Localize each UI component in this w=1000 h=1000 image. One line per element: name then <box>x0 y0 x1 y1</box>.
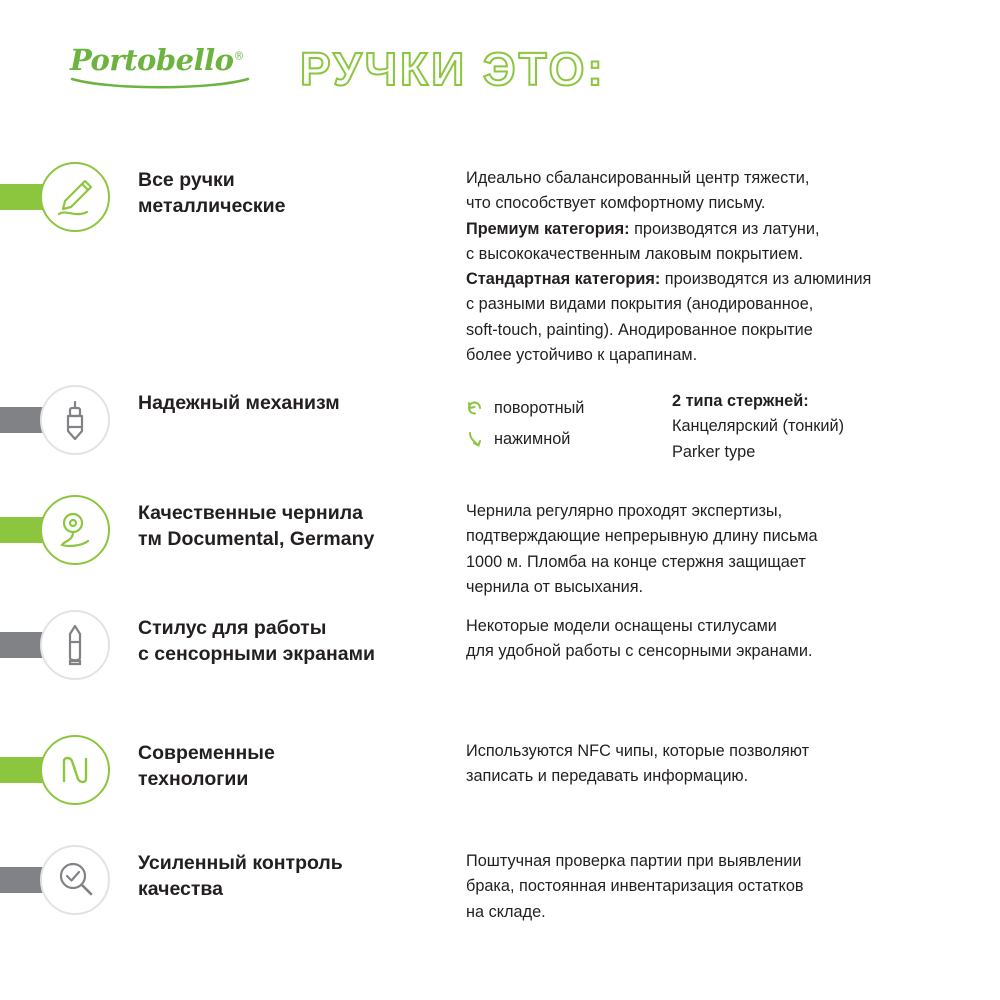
logo-swoosh-icon <box>70 77 250 91</box>
nfc-icon <box>40 735 110 805</box>
row-title: Качественные чернила тм Documental, Germany <box>138 502 375 550</box>
pen-writing-icon <box>40 162 110 232</box>
refill-type-item: Канцелярский (тонкий) <box>672 417 845 436</box>
poster-header <box>70 38 930 108</box>
mechanism-types-list <box>466 393 656 455</box>
row-title: Усиленный контроль качества <box>138 852 343 900</box>
logo-registered-mark: ® <box>233 49 244 63</box>
portobello-logo <box>70 43 260 96</box>
rotate-icon <box>466 399 484 417</box>
magnifier-check-icon <box>40 845 110 915</box>
logo-wordmark-text: Portobello <box>70 43 234 77</box>
row-body-text: Поштучная проверка партии при выявлении брака, постоянная инвентаризация остатков на складе. <box>466 852 804 921</box>
refill-type-item: Parker type <box>672 442 756 461</box>
mechanism-twist-item <box>466 393 656 424</box>
row-body-text: Чернила регулярно проходят экспертизы, подтверждающие непрерывную длину письма 1000 м. Пломба на конце стержня защищает чернила от высыхания. <box>466 502 818 596</box>
mechanism-click-item <box>466 424 656 455</box>
logo-wordmark <box>70 43 260 77</box>
mechanism-type-label: нажимной <box>494 429 571 448</box>
row-title: Современные технологии <box>138 742 275 790</box>
refill-types-title: 2 типа стержней: <box>672 392 809 410</box>
row-body-text: Идеально сбалансированный центр тяжести, что способствует комфортному письму. Премиум категория: производятся из латуни, с высококачественным лаковым покрытием. Стандартная категория: производятся из алюминия с разными видами покрытия (анодированное, soft-touch, painting). Анодированное покрытие более устойчиво к царапинам. <box>466 169 872 364</box>
page-title: РУЧКИ ЭТО: <box>300 43 606 95</box>
mechanism-type-label: поворотный <box>494 399 585 417</box>
row-body-text: Используются NFC чипы, которые позволяют записать и передавать информацию. <box>466 742 810 786</box>
press-down-icon <box>466 430 484 448</box>
row-title: Надежный механизм <box>138 392 340 414</box>
ink-swirl-icon <box>40 495 110 565</box>
pen-mechanism-icon <box>40 385 110 455</box>
row-title: Все ручки металлические <box>138 169 286 217</box>
row-body-text: Некоторые модели оснащены стилусами для удобной работы с сенсорными экранами. <box>466 617 813 661</box>
stylus-icon <box>40 610 110 680</box>
refill-types-block <box>672 389 972 465</box>
row-title: Стилус для работы с сенсорными экранами <box>138 617 375 665</box>
